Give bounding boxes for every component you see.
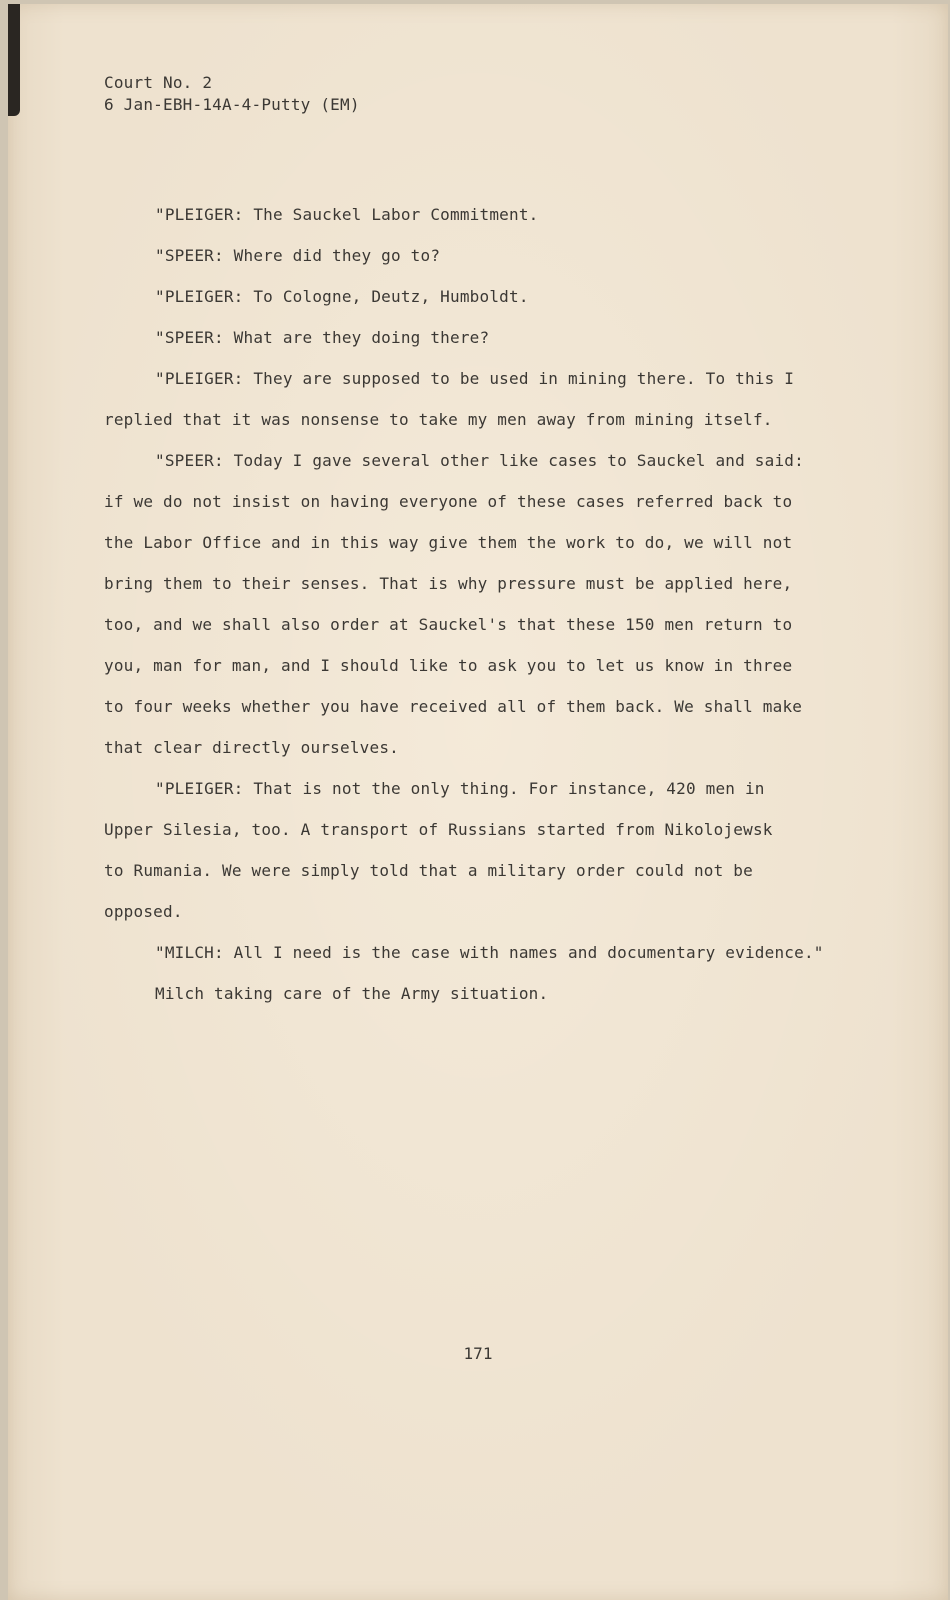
transcript-line: "SPEER: Today I gave several other like cases to Sauckel and said:	[155, 451, 804, 470]
page-number: 171	[463, 1344, 493, 1363]
binding-mark	[8, 4, 20, 116]
transcript-line: "SPEER: What are they doing there?	[155, 328, 490, 347]
transcript-line: "PLEIGER: That is not the only thing. For instance, 420 men in	[155, 779, 765, 798]
transcript-line: to four weeks whether you have received all of them back. We shall make	[104, 697, 803, 716]
transcript-line: that clear directly ourselves.	[104, 738, 399, 757]
transcript-line: you, man for man, and I should like to ask you to let us know in three	[104, 656, 793, 675]
transcript-line: bring them to their senses. That is why pressure must be applied here,	[104, 574, 793, 593]
document-header	[104, 72, 360, 116]
transcript-line: "PLEIGER: To Cologne, Deutz, Humboldt.	[155, 287, 529, 306]
document-page	[8, 4, 948, 1600]
transcript-line: "SPEER: Where did they go to?	[155, 246, 441, 265]
transcript-line: "PLEIGER: The Sauckel Labor Commitment.	[155, 205, 539, 224]
transcript-body	[104, 194, 864, 1014]
transcript-line: replied that it was nonsense to take my men away from mining itself.	[104, 410, 773, 429]
transcript-line: if we do not insist on having everyone of these cases referred back to	[104, 492, 793, 511]
transcript-line: Milch taking care of the Army situation.	[155, 984, 549, 1003]
transcript-line: opposed.	[104, 902, 183, 921]
transcript-line: "MILCH: All I need is the case with names and documentary evidence."	[155, 943, 824, 962]
court-number: Court No. 2	[104, 73, 213, 92]
transcript-line: the Labor Office and in this way give them the work to do, we will not	[104, 533, 793, 552]
transcript-line: to Rumania. We were simply told that a military order could not be	[104, 861, 753, 880]
transcript-line: Upper Silesia, too. A transport of Russians started from Nikolojewsk	[104, 820, 773, 839]
session-reference: 6 Jan-EBH-14A-4-Putty (EM)	[104, 95, 360, 114]
transcript-line: "PLEIGER: They are supposed to be used in mining there. To this I	[155, 369, 795, 388]
transcript-line: too, and we shall also order at Sauckel's that these 150 men return to	[104, 615, 793, 634]
